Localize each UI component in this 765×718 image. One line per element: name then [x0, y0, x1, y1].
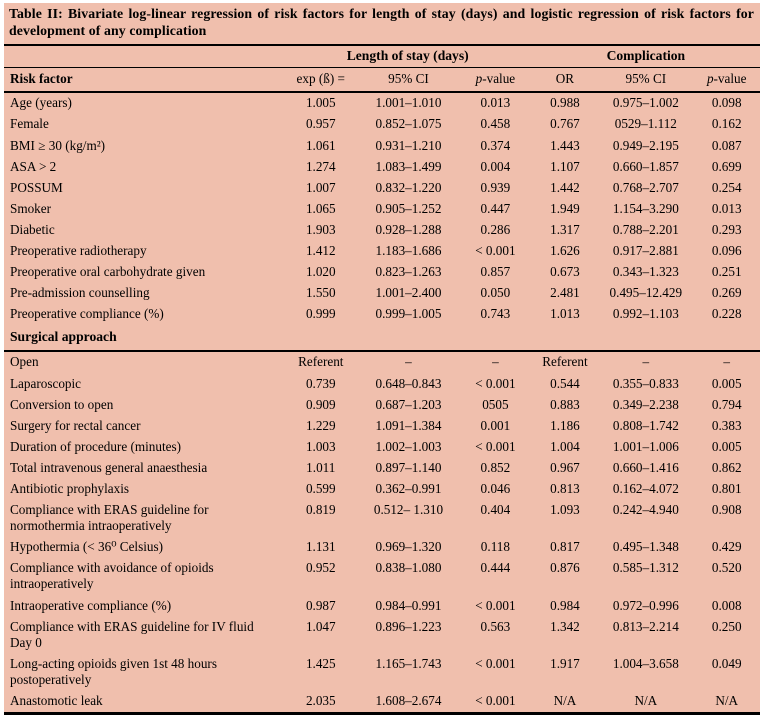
ci-los-cell: 1.183–1.686: [375, 242, 442, 258]
risk-factor-cell: Preoperative radiotherapy: [10, 242, 147, 258]
p-los-cell: 0.458: [480, 116, 511, 132]
col-header-p-comp: [693, 67, 760, 92]
p-comp-cell: 0.098: [711, 95, 742, 111]
ci-comp-cell: 0.660–1.857: [612, 158, 679, 174]
p-comp-cell: 0.251: [711, 264, 742, 280]
table-row: [4, 198, 760, 219]
risk-factor-cell: Surgery for rectal cancer: [10, 417, 141, 433]
ci-comp-cell: –: [642, 354, 650, 370]
p-los-cell: 0.013: [480, 95, 511, 111]
table-row: [4, 156, 760, 177]
or-cell: 0.876: [550, 560, 580, 576]
or-cell: 2.481: [550, 285, 580, 301]
ci-comp-cell: 0.585–1.312: [612, 560, 679, 576]
table-row: [4, 92, 760, 114]
ci-los-cell: 0.999–1.005: [375, 306, 442, 322]
table-row: [4, 394, 760, 415]
ci-los-cell: 0.838–1.080: [375, 560, 442, 576]
table-row: [4, 436, 760, 457]
table-row: [4, 135, 760, 156]
ci-los-cell: 0.896–1.223: [375, 618, 442, 634]
ci-los-cell: 1.002–1.003: [375, 438, 442, 454]
ci-los-cell: 0.362–0.991: [375, 481, 442, 496]
ci-comp-cell: 0.788–2.201: [612, 221, 679, 237]
table-row: [4, 479, 760, 500]
group-header-length-of-stay: Length of stay (days): [284, 46, 532, 68]
or-cell: 1.442: [550, 179, 580, 195]
table-row: [4, 177, 760, 198]
ci-los-cell: 0.897–1.140: [375, 459, 442, 475]
column-header-row: [4, 67, 760, 92]
risk-factor-cell: Laparoscopic: [10, 375, 82, 391]
or-cell: Referent: [542, 354, 588, 370]
ci-los-cell: 1.083–1.499: [375, 158, 442, 174]
group-header-row: [4, 46, 760, 68]
table-row: [4, 500, 760, 537]
ci-los-cell: 0.984–0.991: [375, 597, 442, 613]
ci-comp-cell: 0.495–1.348: [612, 539, 679, 555]
table-row: [4, 558, 760, 595]
exp-beta-cell: 1.065: [305, 200, 336, 216]
risk-factor-cell: Compliance with avoidance of opioids intraoperatively: [10, 560, 214, 592]
or-cell: 1.949: [550, 200, 580, 216]
table-row: [4, 653, 760, 690]
or-cell: 1.186: [550, 417, 580, 433]
p-comp-cell: 0.254: [711, 179, 742, 195]
table-row: [4, 415, 760, 436]
p-los-cell: 0.444: [480, 560, 511, 576]
ci-los-cell: 0.687–1.203: [375, 396, 442, 412]
risk-factor-cell: ASA > 2: [10, 158, 57, 174]
or-cell: 0.883: [550, 396, 580, 412]
table-row: [4, 457, 760, 478]
risk-factor-cell: Preoperative compliance (%): [10, 306, 164, 322]
col-header-p-los: [459, 67, 532, 92]
p-comp-cell: 0.429: [711, 539, 742, 555]
ci-los-cell: 0.931–1.210: [375, 137, 442, 153]
or-cell: 1.107: [550, 158, 580, 174]
risk-factor-cell: Female: [10, 116, 49, 132]
p-los-cell: 0.046: [480, 481, 511, 496]
ci-los-cell: 0.852–1.075: [375, 116, 442, 132]
p-comp-cell: N/A: [715, 693, 739, 709]
exp-beta-cell: 1.047: [305, 618, 336, 634]
ci-comp-cell: 0.660–1.416: [612, 459, 679, 475]
risk-factor-cell: Open: [10, 354, 39, 370]
ci-los-cell: 1.001–2.400: [375, 285, 442, 301]
exp-beta-cell: 0.999: [305, 306, 336, 322]
ci-los-cell: 1.001–1.010: [375, 95, 442, 111]
or-cell: N/A: [553, 693, 577, 709]
or-cell: 0.817: [550, 539, 580, 555]
ci-comp-cell: 0.972–0.996: [612, 597, 679, 613]
p-comp-cell: 0.908: [711, 502, 742, 518]
p-los-cell: 0.404: [480, 502, 511, 518]
or-cell: 1.317: [550, 221, 580, 237]
risk-factor-cell: Age (years): [10, 95, 72, 111]
ci-comp-cell: 0.808–1.742: [612, 417, 679, 433]
p-los-cell: 0.118: [480, 539, 510, 555]
p-los-cell: –: [492, 354, 499, 370]
p-comp-cell: 0.699: [711, 158, 742, 174]
exp-beta-cell: 1.003: [305, 438, 336, 454]
p-value-italic-p: p: [475, 70, 483, 86]
risk-factor-cell: Compliance with ERAS guideline for IV fluid Day 0: [10, 618, 254, 650]
or-cell: 1.917: [550, 655, 580, 671]
risk-factor-cell: Conversion to open: [10, 396, 114, 412]
p-value-rest: -value: [482, 70, 516, 86]
risk-factor-cell: Duration of procedure (minutes): [10, 438, 182, 454]
ci-comp-cell: 1.004–3.658: [612, 655, 679, 671]
p-los-cell: 0505: [482, 396, 509, 412]
table-row: [4, 304, 760, 325]
exp-beta-cell: 0.739: [305, 375, 336, 391]
p-los-cell: < 0.001: [475, 375, 516, 391]
ci-los-cell: 0.823–1.263: [375, 264, 442, 280]
risk-factor-cell: BMI ≥ 30 (kg/m²): [10, 137, 106, 153]
p-value-italic-p: p: [706, 70, 714, 86]
ci-comp-cell: 0.975–1.002: [612, 95, 679, 111]
p-value-rest: -value: [713, 70, 747, 86]
group-header-spacer: [4, 46, 284, 68]
table-row: [4, 240, 760, 261]
table-title: Table II: Bivariate log-linear regression of risk factors for length of stay (days) and logistic regression of risk factors for development of any complication: [4, 3, 760, 46]
table-row: [4, 114, 760, 135]
ci-comp-cell: 0.917–2.881: [612, 242, 679, 258]
risk-factor-cell: POSSUM: [10, 179, 63, 195]
p-comp-cell: 0.049: [711, 655, 742, 671]
table-row: [4, 351, 760, 373]
col-header-ci-comp: 95% CI: [598, 67, 693, 92]
or-cell: 0.967: [550, 459, 580, 475]
p-comp-cell: 0.087: [711, 137, 742, 153]
p-los-cell: < 0.001: [475, 242, 516, 258]
ci-los-cell: –: [405, 354, 412, 370]
exp-beta-cell: 0.599: [305, 481, 336, 496]
exp-beta-cell: 1.011: [306, 459, 336, 475]
ci-comp-cell: 0.343–1.323: [612, 264, 679, 280]
exp-beta-cell: 1.061: [305, 137, 336, 153]
ci-los-cell: 0.928–1.288: [375, 221, 442, 237]
table-row: [4, 373, 760, 394]
exp-beta-cell: 1.412: [305, 242, 336, 258]
p-los-cell: 0.447: [480, 200, 511, 216]
table-row: [4, 537, 760, 558]
exp-beta-cell: 1.903: [305, 221, 336, 237]
risk-factor-cell: Diabetic: [10, 221, 55, 237]
or-cell: 1.626: [550, 242, 580, 258]
or-cell: 1.443: [550, 137, 580, 153]
group-header-complication: Complication: [532, 46, 760, 68]
ci-comp-cell: 0.813–2.214: [612, 618, 679, 634]
or-cell: 1.093: [550, 502, 580, 518]
exp-beta-cell: 1.007: [305, 179, 336, 195]
col-header-ci-los: 95% CI: [358, 67, 459, 92]
table-row: [4, 691, 760, 712]
exp-beta-cell: 0.819: [305, 502, 336, 518]
ci-los-cell: 0.512– 1.310: [373, 502, 444, 518]
p-comp-cell: 0.250: [711, 618, 742, 634]
p-los-cell: 0.939: [480, 179, 511, 195]
exp-beta-cell: 1.020: [305, 264, 336, 280]
ci-los-cell: 1.091–1.384: [375, 417, 442, 433]
ci-comp-cell: 0.162–4.072: [612, 481, 679, 496]
risk-factor-cell: Total intravenous general anaesthesia: [10, 459, 208, 475]
exp-beta-cell: 0.957: [305, 116, 336, 132]
ci-comp-cell: 0529–1.112: [614, 116, 677, 132]
p-los-cell: < 0.001: [475, 438, 516, 454]
exp-beta-cell: 1.550: [305, 285, 336, 301]
ci-comp-cell: 0.355–0.833: [612, 375, 679, 391]
p-los-cell: 0.001: [480, 417, 511, 433]
exp-beta-cell: 0.987: [305, 597, 336, 613]
risk-factor-cell: Smoker: [10, 200, 52, 216]
ci-comp-cell: 0.242–4.940: [612, 502, 679, 518]
or-cell: 0.984: [550, 597, 580, 613]
ci-comp-cell: 1.154–3.290: [612, 200, 679, 216]
risk-factor-cell: Pre-admission counselling: [10, 285, 150, 301]
or-cell: 1.013: [550, 306, 580, 322]
exp-beta-cell: 1.005: [305, 95, 336, 111]
p-los-cell: 0.004: [480, 158, 511, 174]
p-los-cell: 0.857: [480, 264, 511, 280]
p-comp-cell: 0.005: [711, 375, 742, 391]
ci-los-cell: 1.608–2.674: [375, 693, 442, 709]
p-comp-cell: 0.520: [711, 560, 742, 576]
exp-beta-cell: 0.909: [305, 396, 336, 412]
p-los-cell: 0.563: [480, 618, 511, 634]
p-los-cell: 0.050: [480, 285, 511, 301]
exp-beta-cell: 1.274: [305, 158, 336, 174]
section-heading: Surgical approach: [4, 325, 760, 351]
risk-factor-cell: Anastomotic leak: [10, 693, 103, 709]
p-comp-cell: 0.008: [711, 597, 742, 613]
p-comp-cell: –: [723, 354, 731, 370]
or-cell: 0.813: [550, 481, 580, 496]
table-row: [4, 595, 760, 616]
ci-comp-cell: 0.495–12.429: [609, 285, 683, 301]
or-cell: 0.673: [550, 264, 580, 280]
ci-los-cell: 0.905–1.252: [375, 200, 442, 216]
p-comp-cell: 0.383: [711, 417, 742, 433]
p-comp-cell: 0.013: [711, 200, 742, 216]
p-comp-cell: 0.794: [711, 396, 742, 412]
col-header-or: OR: [532, 67, 599, 92]
p-comp-cell: 0.005: [711, 438, 742, 454]
ci-comp-cell: 0.349–2.238: [612, 396, 679, 412]
ci-los-cell: 0.832–1.220: [375, 179, 442, 195]
table-row: [4, 616, 760, 653]
exp-beta-cell: Referent: [298, 354, 344, 370]
col-header-risk-factor: Risk factor: [4, 67, 284, 92]
p-comp-cell: 0.096: [711, 242, 742, 258]
or-cell: 0.988: [550, 95, 580, 111]
ci-comp-cell: 0.949–2.195: [612, 137, 679, 153]
risk-factor-cell: Intraoperative compliance (%): [10, 597, 172, 613]
p-comp-cell: 0.269: [711, 285, 742, 301]
table-row: [4, 219, 760, 240]
risk-factor-cell: Hypothermia (< 36⁰ Celsius): [10, 539, 164, 555]
exp-beta-cell: 2.035: [305, 693, 336, 709]
or-cell: 1.004: [550, 438, 580, 454]
risk-factor-cell: Compliance with ERAS guideline for normothermia intraoperatively: [10, 502, 209, 534]
p-comp-cell: 0.228: [711, 306, 742, 322]
p-los-cell: 0.374: [480, 137, 511, 153]
risk-factor-cell: Preoperative oral carbohydrate given: [10, 264, 206, 280]
risk-factor-cell: Antibiotic prophylaxis: [10, 481, 130, 496]
ci-comp-cell: 0.992–1.103: [612, 306, 679, 322]
ci-comp-cell: 0.768–2.707: [612, 179, 679, 195]
exp-beta-cell: 1.229: [305, 417, 336, 433]
p-comp-cell: 0.293: [711, 221, 742, 237]
p-los-cell: < 0.001: [475, 597, 516, 613]
table-row: [4, 283, 760, 304]
p-los-cell: 0.743: [480, 306, 511, 322]
section-header-row: [4, 325, 760, 351]
regression-table: [4, 46, 760, 712]
ci-comp-cell: 1.001–1.006: [612, 438, 679, 454]
exp-beta-cell: 1.131: [305, 539, 336, 555]
exp-beta-cell: 0.952: [305, 560, 336, 576]
ci-comp-cell: N/A: [634, 693, 658, 709]
p-comp-cell: 0.801: [711, 481, 742, 496]
ci-los-cell: 1.165–1.743: [375, 655, 442, 671]
table-row: [4, 262, 760, 283]
ci-los-cell: 0.648–0.843: [375, 375, 442, 391]
or-cell: 1.342: [550, 618, 580, 634]
p-comp-cell: 0.862: [711, 459, 742, 475]
p-los-cell: < 0.001: [475, 655, 516, 671]
p-los-cell: 0.852: [480, 459, 511, 475]
exp-beta-cell: 1.425: [305, 655, 336, 671]
p-comp-cell: 0.162: [711, 116, 742, 132]
ci-los-cell: 0.969–1.320: [375, 539, 442, 555]
p-los-cell: 0.286: [480, 221, 511, 237]
risk-factor-cell: Long-acting opioids given 1st 48 hours postoperatively: [10, 655, 217, 687]
or-cell: 0.544: [550, 375, 580, 391]
or-cell: 0.767: [550, 116, 580, 132]
table-container: [4, 3, 760, 715]
col-header-exp-beta: exp (ß) =: [284, 67, 358, 92]
p-los-cell: < 0.001: [475, 693, 516, 709]
